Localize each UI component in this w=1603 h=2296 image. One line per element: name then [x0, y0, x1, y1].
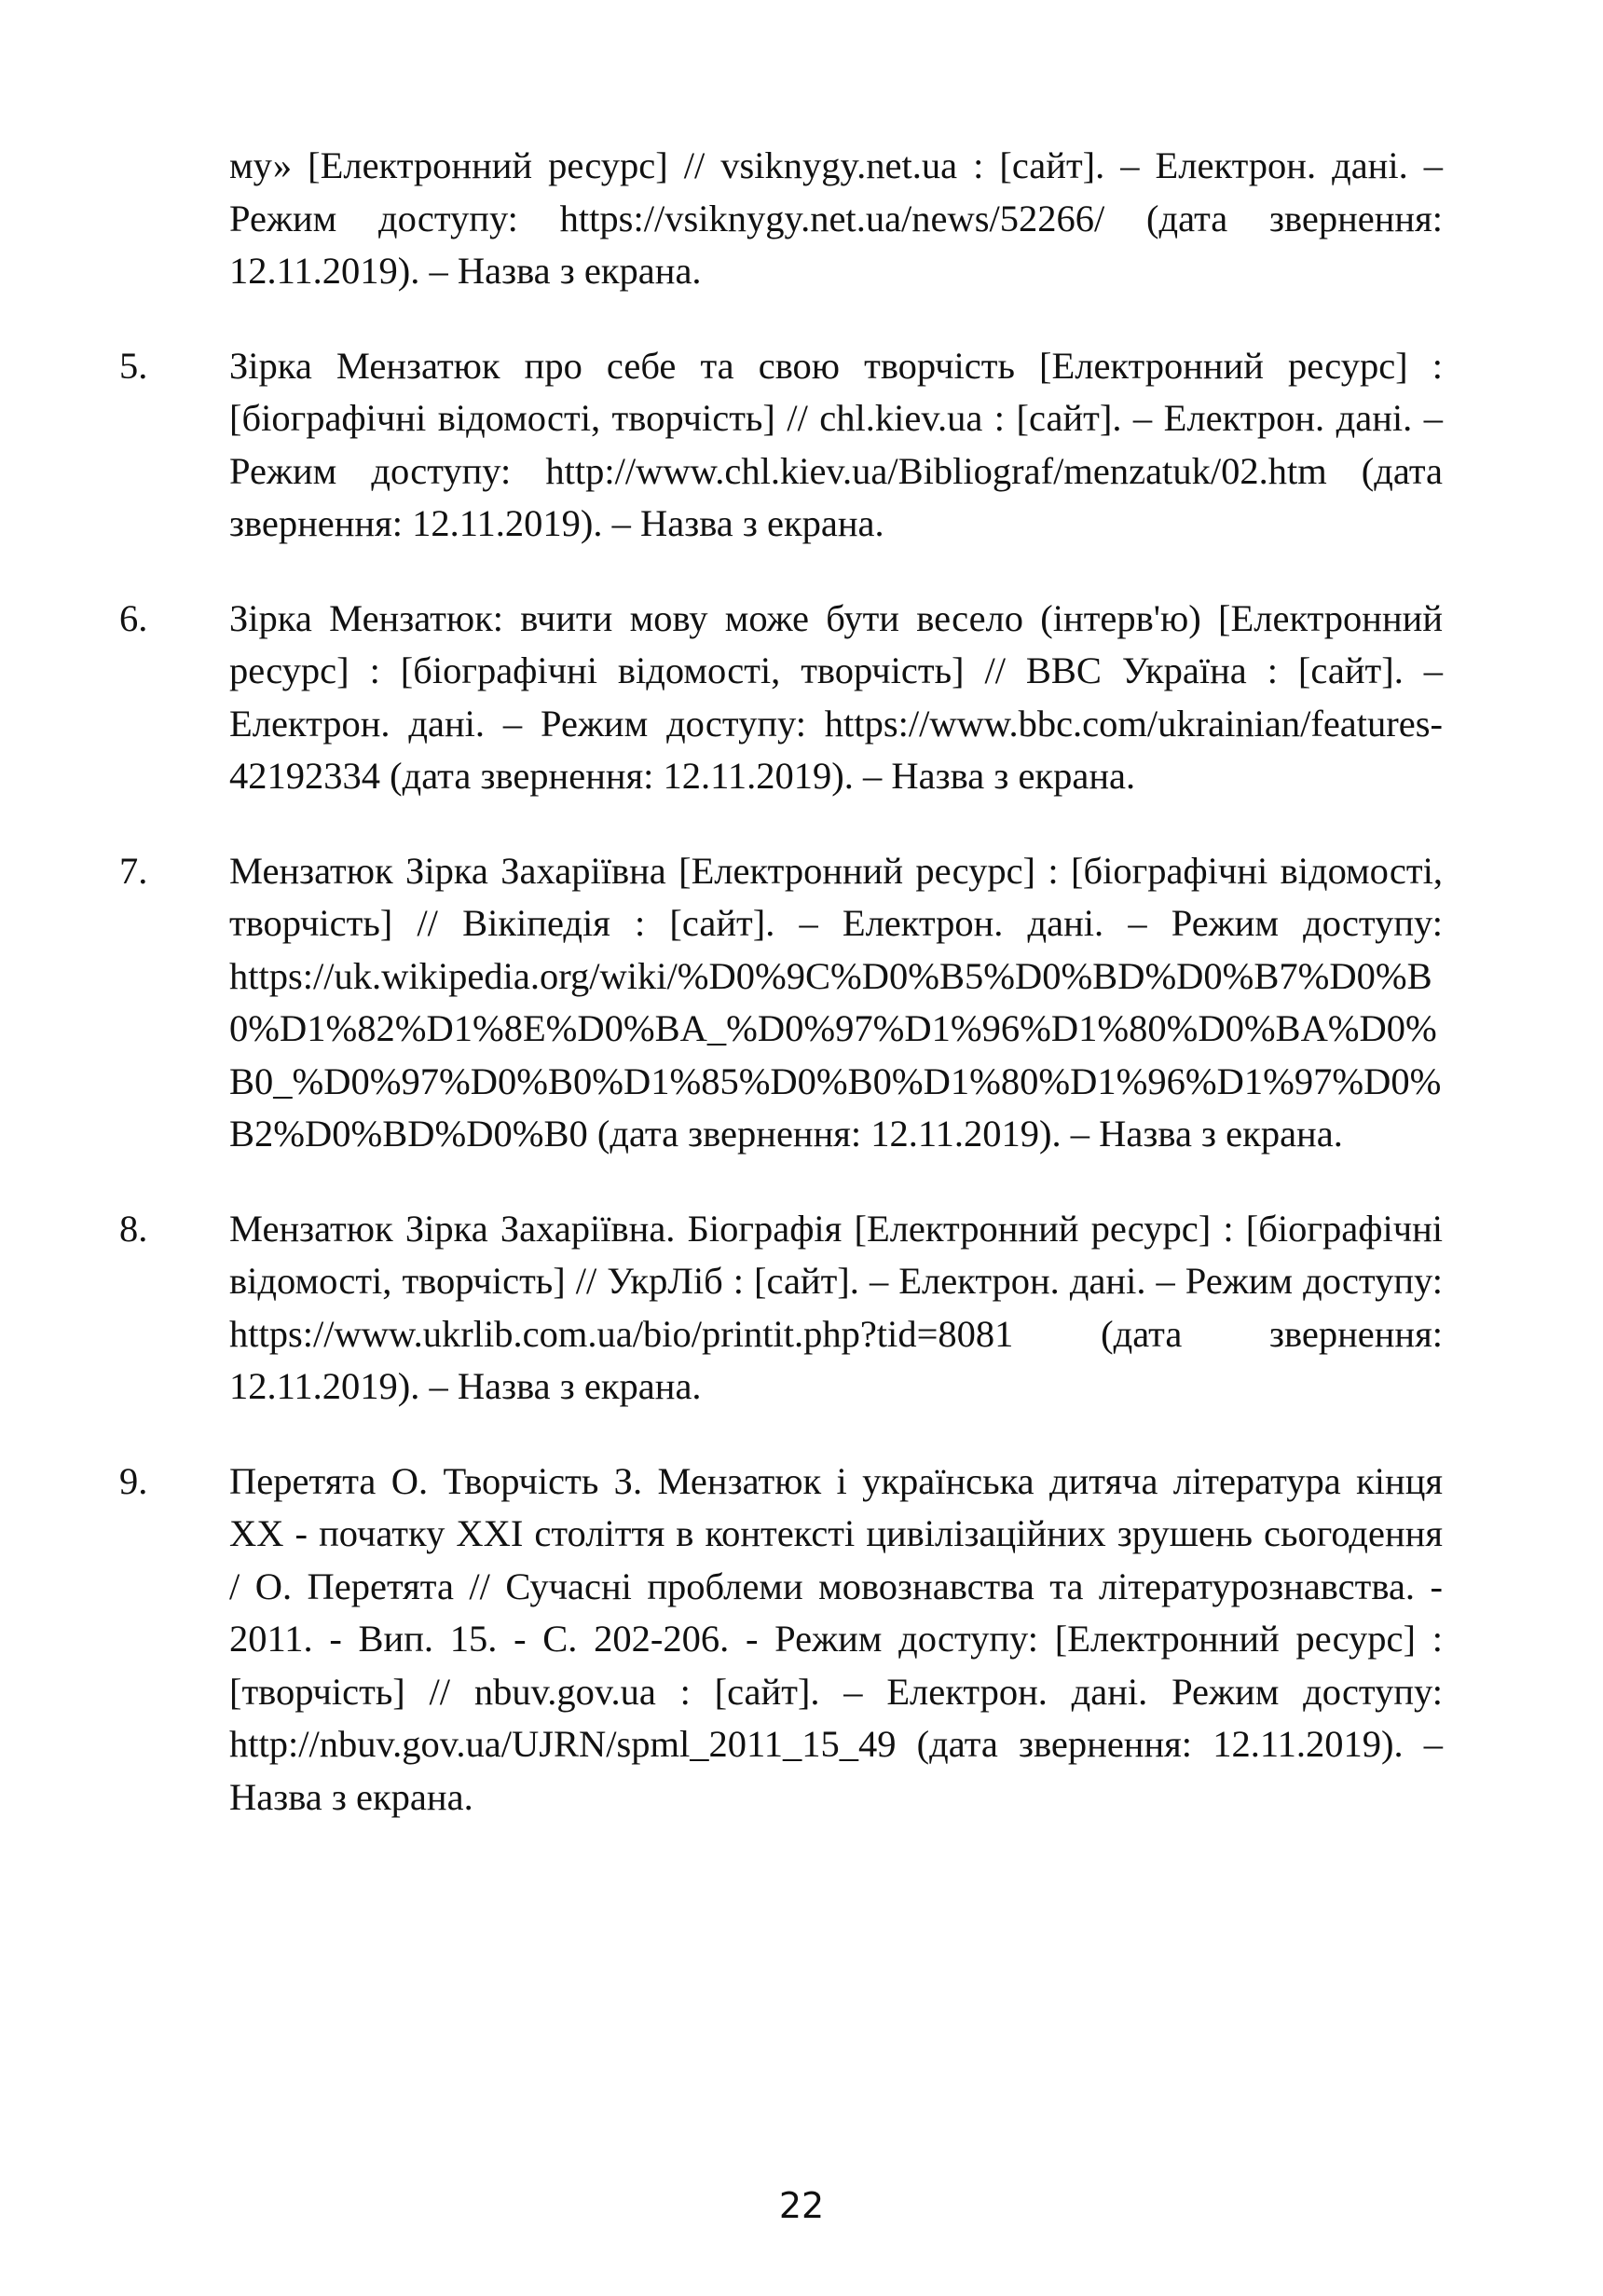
entry-text: Зірка Мензатюк про себе та свою творчість [Електронний ресурс] : [біографічні відомості, творчість] // chl.kiev.ua : [сайт]. – Електрон. дані. – Режим доступу: http://www.chl.kiev.ua/Bibliograf/menzatuk/02.htm (дата звернення: 12.11.2019). – Назва з екрана.	[229, 344, 1443, 544]
entry-text: Зірка Мензатюк: вчити мову може бути весело (інтерв'ю) [Електронний ресурс] : [біографічні відомості, творчість] // BBC Україна : [сайт]. – Електрон. дані. – Режим доступу: https://www.bbc.com/ukrainian/features-42192334 (дата звернення: 12.11.2019). – Назва з екрана.	[229, 596, 1443, 797]
page-number: 22	[778, 2185, 825, 2226]
bibliography-entry-9	[119, 1456, 1443, 1824]
entry-number: 7.	[119, 849, 148, 892]
entry-number: 5.	[119, 344, 148, 387]
bibliography-entry-8	[119, 1203, 1443, 1414]
entry-number: 8.	[119, 1207, 148, 1250]
bibliography-entry-continued	[119, 140, 1443, 298]
bibliography-entry-5	[119, 340, 1443, 551]
bibliography-entry-7	[119, 845, 1443, 1161]
entry-text: Перетята О. Творчість З. Мензатюк і українська дитяча література кінця XX - початку XXI століття в контексті цивілізаційних зрушень сьогодення / О. Перетята // Сучасні проблеми мовознавства та літературознавства. - 2011. - Вип. 15. - С. 202-206. - Режим доступу: [Електронний ресурс] : [творчість] // nbuv.gov.ua : [сайт]. – Електрон. дані. Режим доступу: http://nbuv.gov.ua/UJRN/spml_2011_15_49 (дата звернення: 12.11.2019). – Назва з екрана.	[229, 1459, 1443, 1818]
entry-text: Мензатюк Зірка Захаріївна [Електронний ресурс] : [біографічні відомості, творчість] // Вікіпедія : [сайт]. – Електрон. дані. – Режим доступу: https://uk.wikipedia.org/wiki/%D0%9C%D0%B5%D0%BD%D0%B7%D0%B0%D1%82%D1%8E%D0%BA_%D0%97%D1%96%D1%80%D0%BA%D0%B0_%D0%97%D0%B0%D1%85%D0%B0%D1%80%D1%96%D1%97%D0%B2%D0%BD%D0%B0 (дата звернення: 12.11.2019). – Назва з екрана.	[229, 849, 1443, 1155]
entry-text: Мензатюк Зірка Захаріївна. Біографія [Електронний ресурс] : [біографічні відомості, творчість] // УкрЛіб : [сайт]. – Електрон. дані. – Режим доступу: https://www.ukrlib.com.ua/bio/printit.php?tid=8081 (дата звернення: 12.11.2019). – Назва з екрана.	[229, 1207, 1443, 1407]
entry-number: 9.	[119, 1459, 148, 1502]
entry-text: му» [Електронний ресурс] // vsiknygy.net.ua : [сайт]. – Електрон. дані. – Режим доступу: https://vsiknygy.net.ua/news/52266/ (дата звернення: 12.11.2019). – Назва з екрана.	[229, 144, 1443, 292]
bibliography-entry-6	[119, 593, 1443, 803]
bibliography-list	[119, 140, 1443, 1824]
entry-number: 6.	[119, 596, 148, 639]
